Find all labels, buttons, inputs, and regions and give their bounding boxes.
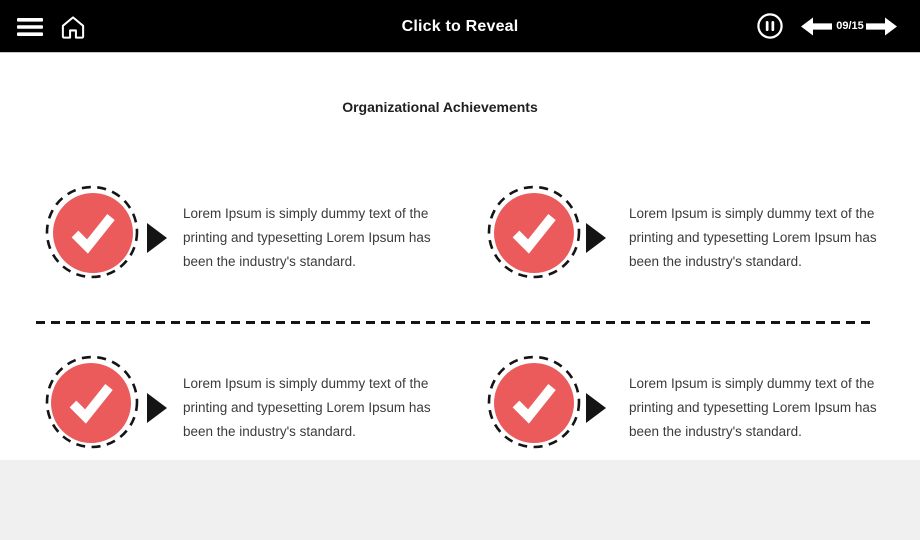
reveal-text-4: Lorem Ipsum is simply dummy text of the printing and typesetting Lorem Ipsum has been the industry's standard. — [629, 376, 877, 439]
footer-strip — [0, 460, 920, 540]
reveal-text-1: Lorem Ipsum is simply dummy text of the printing and typesetting Lorem Ipsum has been the industry's standard. — [183, 206, 431, 269]
reveal-badge-3[interactable] — [44, 354, 140, 450]
reveal-badge-1[interactable] — [44, 184, 140, 280]
slide-title: Click to Reveal — [401, 17, 519, 35]
arrow-right-icon — [865, 17, 898, 36]
play-arrow-icon — [147, 223, 167, 253]
pause-button[interactable] — [756, 12, 784, 40]
play-arrow-icon — [586, 223, 606, 253]
pause-icon — [756, 12, 784, 40]
play-arrow-icon — [586, 393, 606, 423]
reveal-text-2: Lorem Ipsum is simply dummy text of the printing and typesetting Lorem Ipsum has been the industry's standard. — [629, 206, 877, 269]
reveal-badge-4[interactable] — [486, 354, 582, 450]
arrow-left-icon — [800, 17, 833, 36]
previous-slide-button[interactable] — [800, 17, 833, 36]
next-slide-button[interactable] — [865, 17, 898, 36]
page-counter: 09/15 — [836, 20, 864, 32]
dashed-divider — [36, 321, 872, 324]
player-topbar — [0, 0, 920, 53]
page-title: Organizational Achievements — [342, 99, 538, 115]
reveal-badge-2[interactable] — [486, 184, 582, 280]
play-arrow-icon — [147, 393, 167, 423]
reveal-text-3: Lorem Ipsum is simply dummy text of the printing and typesetting Lorem Ipsum has been the industry's standard. — [183, 376, 431, 439]
